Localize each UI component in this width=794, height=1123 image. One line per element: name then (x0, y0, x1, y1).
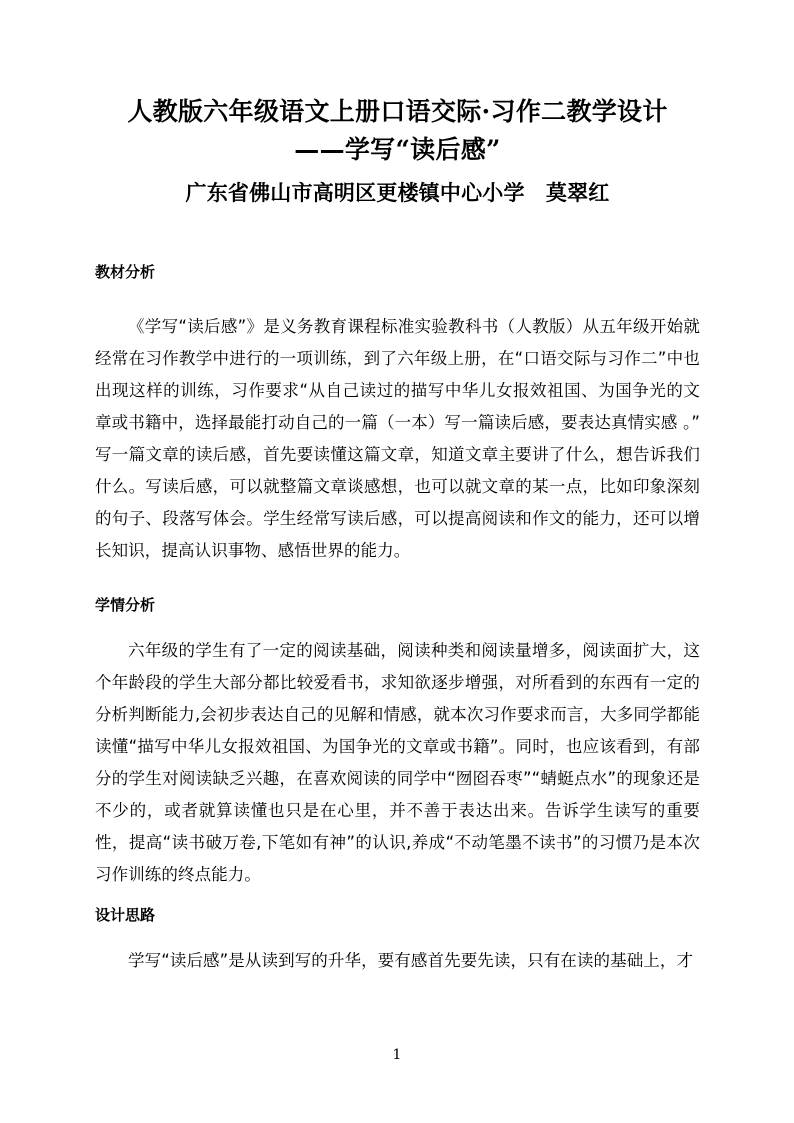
page-number: 1 (392, 1047, 402, 1063)
page-title: 人教版六年级语文上册口语交际·习作二教学设计 (127, 97, 668, 126)
author-affiliation-line: 广东省佛山市高明区更楼镇中心小学 莫翠红 (185, 181, 610, 205)
section-paragraph-sheji-silu: 学写“读后感”是从读到写的升华，要有感首先要先读，只有在读的基础上，才 (128, 951, 694, 970)
page-footer (0, 1046, 794, 1064)
page-subtitle: ——学写“读后感” (294, 135, 501, 164)
section-paragraph-jiaocai-fenxi: 《学写“读后感”》是义务教育课程标准实验教科书（人教版）从五年级开始就经常在习作教学中进行的一项训练，到了六年级上册，在“口语交际与习作二”中也出现这样的训练，习作要求“从自己读过的描写中华儿女报效祖国、为国争光的文章或书籍中，选择最能打动自己的一篇（一本）写一篇读后感，要表达真情实感 。”写一篇文章的读后感，首先要读懂这篇文章，知道文章主要讲了什么，想告诉我们什么。写读后感，可以就整篇文章谈感想，也可以就文章的某一点，比如印象深刻的句子、段落写体会。学生经常写读后感，可以提高阅读和作文的能力，还可以增长知识，提高认识事物、感悟世界的能力。 (95, 317, 700, 560)
section-paragraph-xueqing-fenxi: 六年级的学生有了一定的阅读基础，阅读种类和阅读量增多，阅读面扩大，这个年龄段的学生大部分都比较爱看书，求知欲逐步增强，对所看到的东西有一定的分析判断能力,会初步表达自己的见解和情感，就本次习作要求而言，大多同学都能读懂“描写中华儿女报效祖国、为国争光的文章或书籍”。同时，也应该看到，有部分的学生对阅读缺乏兴趣，在喜欢阅读的同学中“囫囵吞枣”“蜻蜓点水”的现象还是不少的，或者就算读懂也只是在心里，并不善于表达出来。告诉学生读写的重要性，提高“读书破万卷,下笔如有神”的认识,养成“不动笔墨不读书”的习惯乃是本次习作训练的终点能力。 (95, 641, 700, 884)
section-heading-jiaocai-fenxi: 教材分析 (95, 263, 156, 281)
section-heading-sheji-silu: 设计思路 (95, 906, 156, 924)
document-content (95, 0, 700, 977)
section-heading-xueqing-fenxi: 学情分析 (95, 596, 156, 614)
